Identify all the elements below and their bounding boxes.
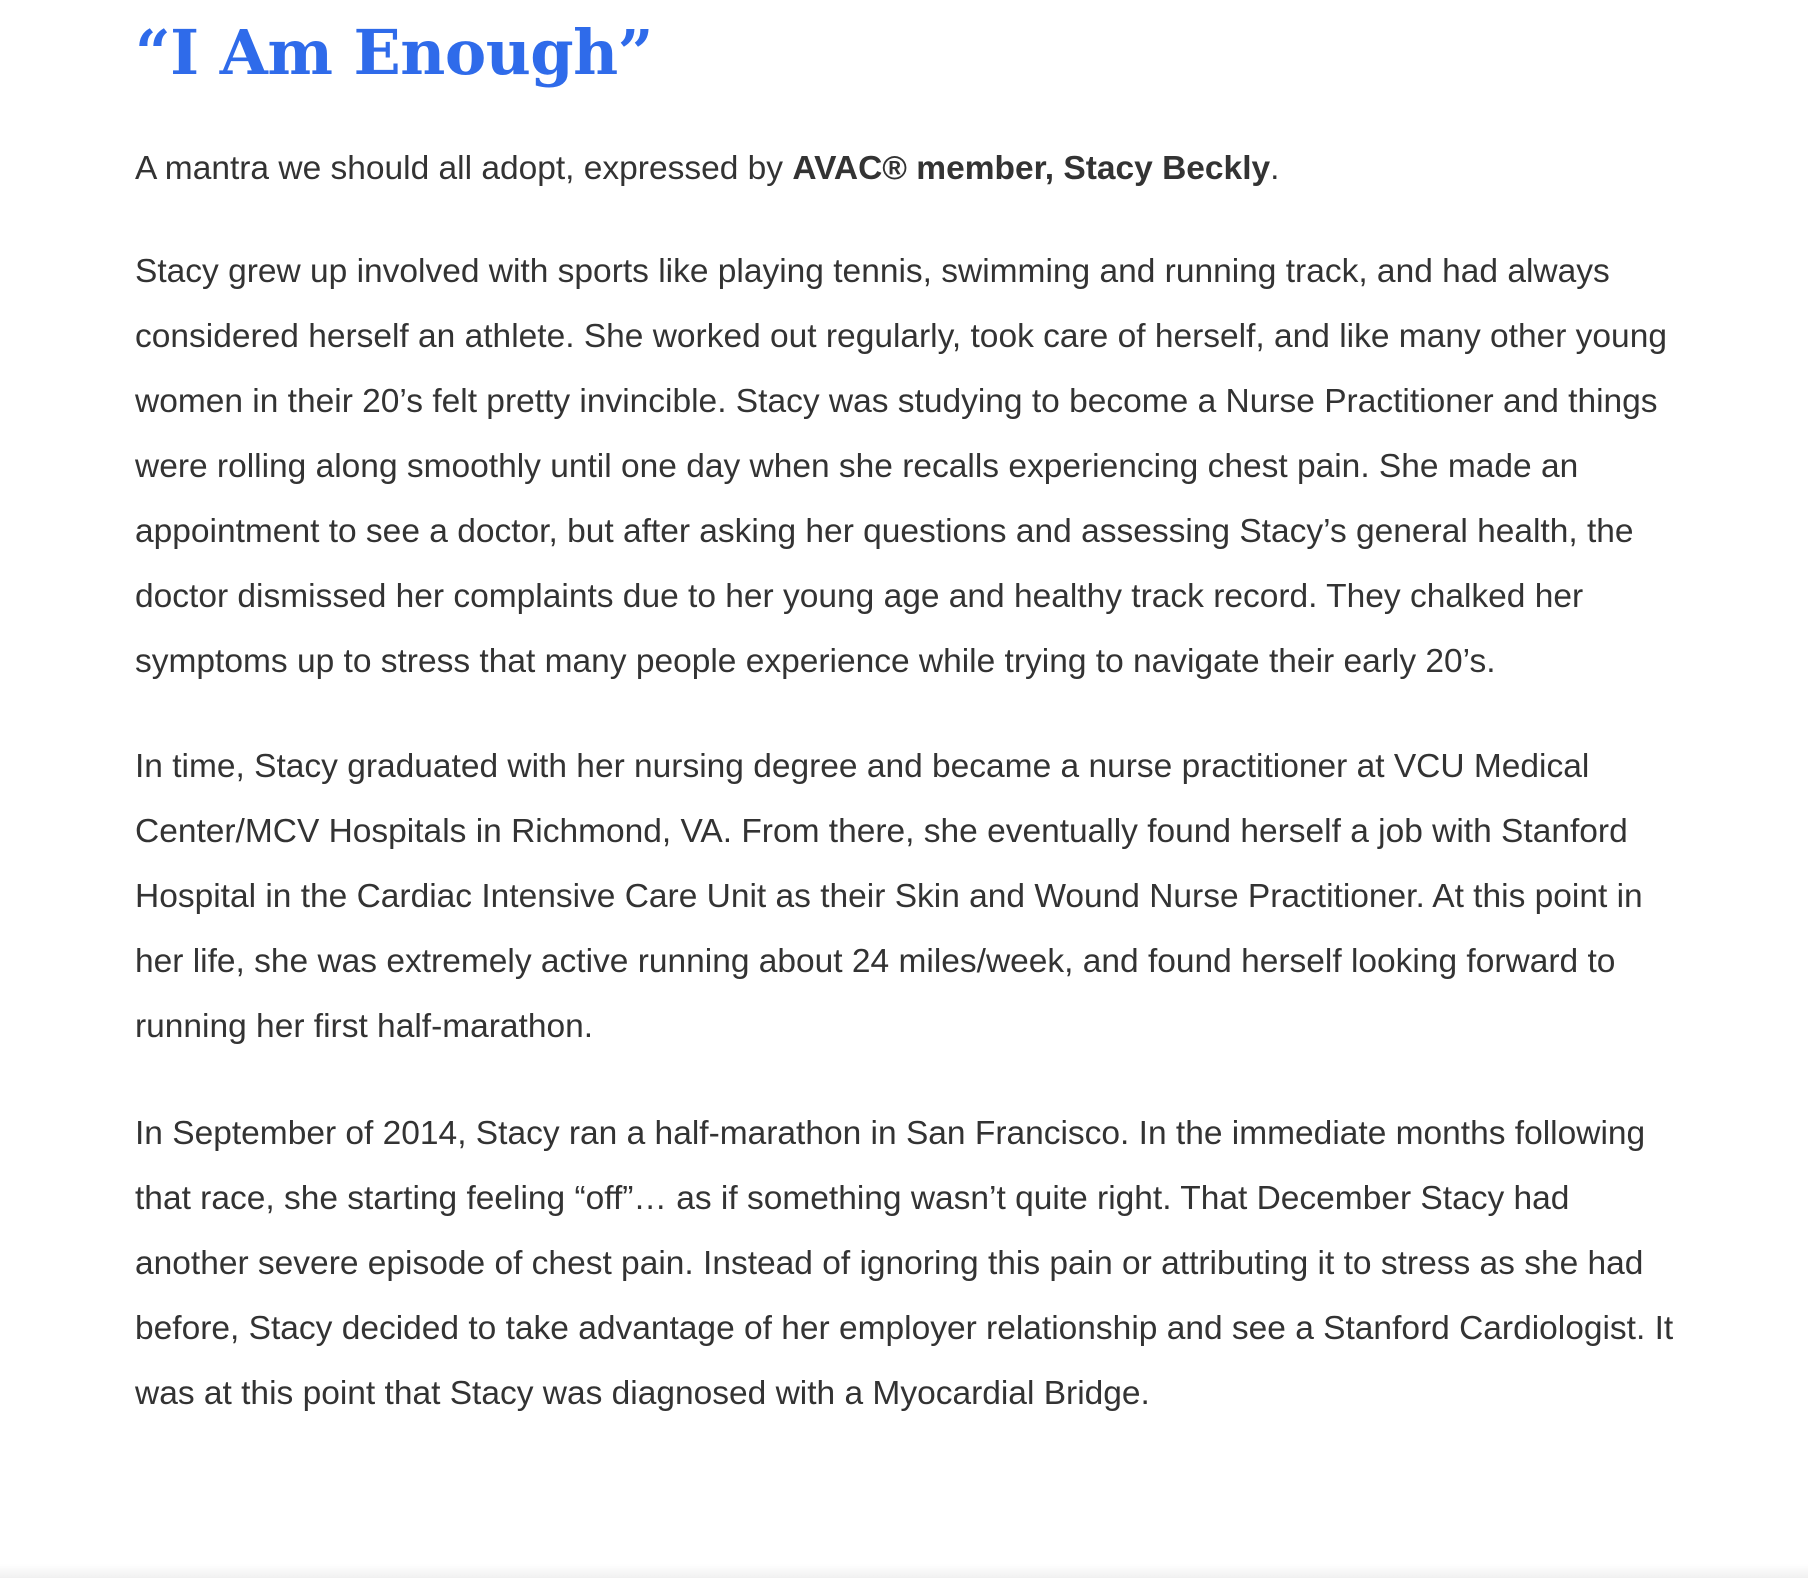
intro-member-name: AVAC® member, Stacy Beckly xyxy=(792,150,1271,188)
bottom-edge-shadow xyxy=(0,1564,1808,1578)
article-paragraph: In September of 2014, Stacy ran a half-marathon in San Francisco. In the immediate months following that race, she starting feeling “off”… as if something wasn’t quite right. That December Stacy had another severe episode of chest pain. Instead of ignoring this pain or attributing it to stress as she had before, Stacy decided to take advantage of her employer relationship and see a Stanford Cardiologist. It was at this point that Stacy was diagnosed with a Myocardial Bridge. xyxy=(135,1115,1674,1413)
article-title: “I Am Enough” xyxy=(135,16,653,89)
article-paragraph: In time, Stacy graduated with her nursing degree and became a nurse practitioner at VCU Medical Center/MCV Hospitals in Richmond, VA. From there, she eventually found herself a job with Stanford Hospital in the Cardiac Intensive Care Unit as their Skin and Wound Nurse Practitioner. At this point in her life, she was extremely active running about 24 miles/week, and found herself looking forward to running her first half-marathon. xyxy=(135,748,1643,1046)
article xyxy=(135,0,1675,1426)
intro-period: . xyxy=(1270,150,1280,188)
article-paragraph: Stacy grew up involved with sports like playing tennis, swimming and running track, and had always considered herself an athlete. She worked out regularly, took care of herself, and like many other young women in their 20’s felt pretty invincible. Stacy was studying to become a Nurse Practitioner and things were rolling along smoothly until one day when she recalls experiencing chest pain. She made an appointment to see a doctor, but after asking her questions and assessing Stacy’s general health, the doctor dismissed her complaints due to her young age and healthy track record. They chalked her symptoms up to stress that many people experience while trying to navigate their early 20’s. xyxy=(135,253,1667,681)
article-intro xyxy=(135,136,1675,201)
intro-text: A mantra we should all adopt, expressed by xyxy=(135,150,793,188)
